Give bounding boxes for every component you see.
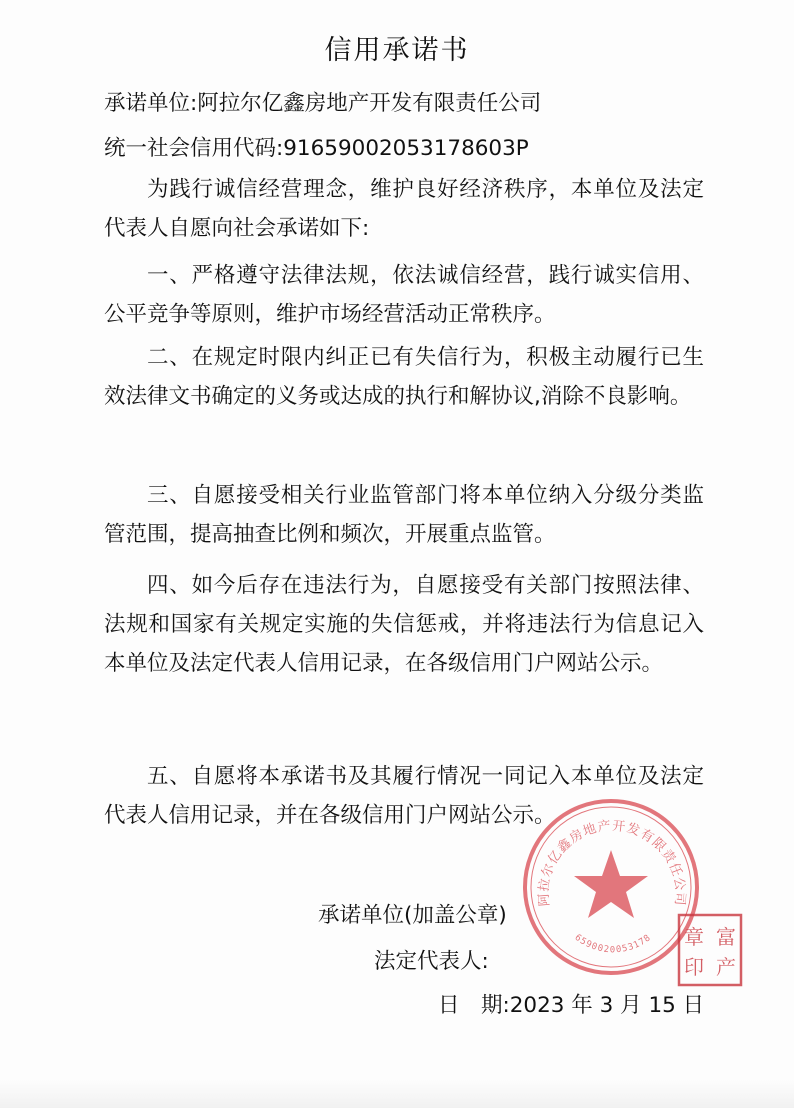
signature-unit-label: 承诺单位(加盖公章) [318, 903, 507, 928]
credit-code-line: 统一社会信用代码:91659002053178603P [104, 136, 529, 161]
signature-date: 日 期:2023 年 3 月 15 日 [438, 993, 705, 1018]
legal-representative-label: 法定代表人: [374, 949, 489, 974]
commitment-item-5: 五、自愿将本承诺书及其履行情况一同记入本单位及法定代表人信用记录，并在各级信用门户网站公示。 [104, 764, 704, 828]
promising-unit-line: 承诺单位:阿拉尔亿鑫房地产开发有限责任公司 [104, 91, 542, 116]
personal-name-stamp [676, 912, 744, 988]
commitment-item-2: 二、在规定时限内纠正已有失信行为，积极主动履行已生效法律文书确定的义务或达成的执行和解协议,消除不良影响。 [104, 345, 704, 409]
seal-code-text: 6590020053178 [572, 932, 654, 956]
stamp-char-1: 富 [716, 925, 736, 949]
commitment-item-4: 四、如今后存在违法行为，自愿接受有关部门按照法律、法规和国家有关规定实施的失信惩戒，并将违法行为信息记入本单位及法定代表人信用记录，在各级信用门户网站公示。 [104, 573, 704, 676]
scan-bottom-edge [0, 1080, 794, 1108]
intro-paragraph: 为践行诚信经营理念，维护良好经济秩序，本单位及法定代表人自愿向社会承诺如下: [104, 177, 704, 241]
document-title: 信用承诺书 [324, 35, 470, 66]
stamp-char-3: 产 [716, 955, 736, 979]
commitment-item-1: 一、严格遵守法律法规，依法诚信经营，践行诚实信用、公平竞争等原则，维护市场经营活动正常秩序。 [104, 263, 704, 327]
commitment-item-3: 三、自愿接受相关行业监管部门将本单位纳入分级分类监管范围，提高抽查比例和频次，开展重点监管。 [104, 483, 704, 547]
stamp-char-4: 印 [684, 955, 704, 979]
svg-text:6590020053178 [573, 933, 654, 956]
seal-company-text: 阿拉尔亿鑫房地产开发有限责任公司 [536, 818, 688, 907]
stamp-char-2: 章 [684, 925, 704, 949]
